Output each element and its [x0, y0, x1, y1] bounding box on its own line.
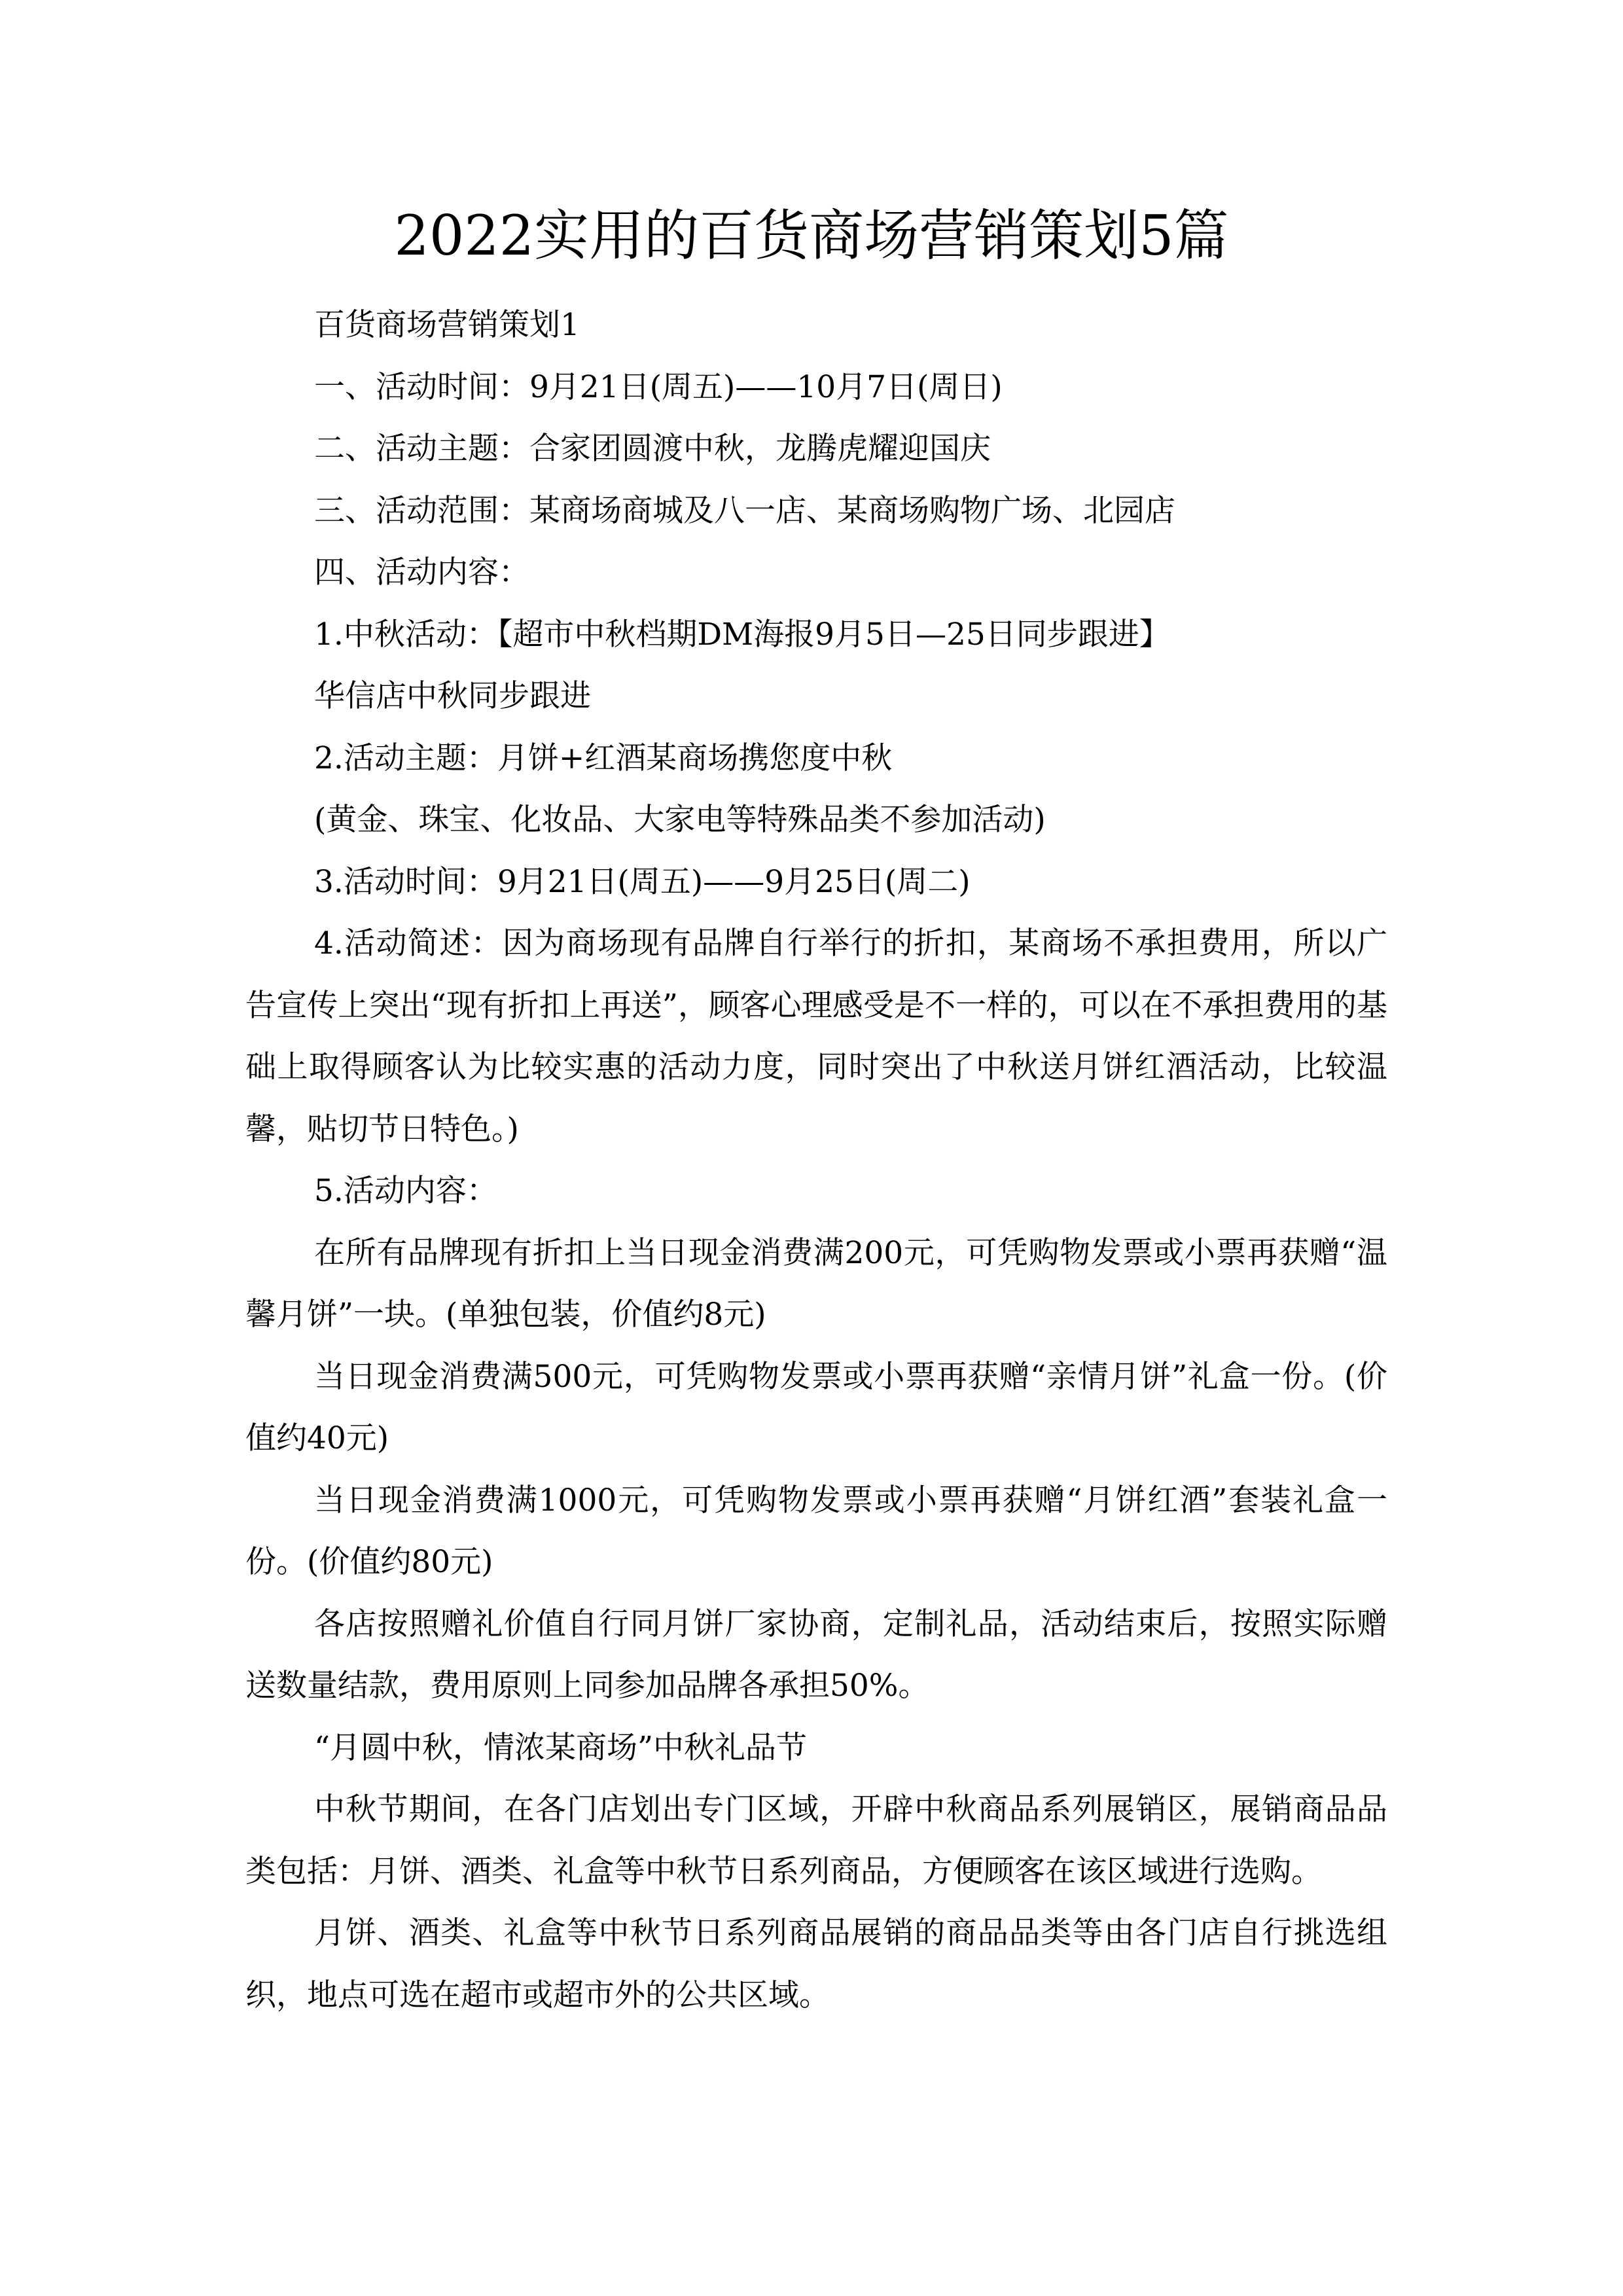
- sub-activity-time: 3.活动时间：9月21日(周五)——9月25日(周二): [314, 863, 971, 900]
- sub-activity-content-heading: 5.活动内容：: [314, 1173, 497, 1209]
- gift-festival-heading: “月圆中秋，情浓某商场”中秋礼品节: [314, 1729, 808, 1766]
- mid-autumn-activity: 1.中秋活动：【超市中秋档期DM海报9月5日—25日同步跟进】: [314, 616, 1170, 653]
- tier-200-gift: 在所有品牌现有折扣上当日现金消费满200元，可凭购物发票或小票再获赠“温馨月饼”一块。(单独包装，价值约8元): [245, 1234, 1387, 1333]
- activity-theme: 二、活动主题：合家团圆渡中秋，龙腾虎耀迎国庆: [314, 431, 991, 467]
- document-body: [245, 295, 1387, 2026]
- huaxin-store-note: 华信店中秋同步跟进: [314, 678, 591, 714]
- activity-content-heading: 四、活动内容：: [314, 554, 529, 590]
- activity-time: 一、活动时间：9月21日(周五)——10月7日(周日): [314, 368, 1003, 405]
- tier-500-gift: 当日现金消费满500元，可凭购物发票或小票再获赠“亲情月饼”礼盒一份。(价值约40元): [245, 1358, 1387, 1456]
- section-heading: 百货商场营销策划1: [314, 307, 580, 343]
- exhibition-area-description: 中秋节期间，在各门店划出专门区域，开辟中秋商品系列展销区，展销商品品类包括：月饼、酒类、礼盒等中秋节日系列商品，方便顾客在该区域进行选购。: [245, 1791, 1387, 1890]
- cost-sharing-note: 各店按照赠礼价值自行同月饼厂家协商，定制礼品，活动结束后，按照实际赠送数量结款，费用原则上同参加品牌各承担50%。: [245, 1605, 1387, 1704]
- document-title: 2022实用的百货商场营销策划5篇: [394, 204, 1229, 268]
- excluded-categories: (黄金、珠宝、化妆品、大家电等特殊品类不参加活动): [314, 802, 1046, 838]
- activity-summary: 4.活动简述：因为商场现有品牌自行举行的折扣，某商场不承担费用，所以广告宣传上突出“现有折扣上再送”，顾客心理感受是不一样的，可以在不承担费用的基础上取得顾客认为比较实惠的活动力度，同时突出了中秋送月饼红酒活动，比较温馨，贴切节日特色。): [245, 925, 1387, 1147]
- tier-1000-gift: 当日现金消费满1000元，可凭购物发票或小票再获赠“月饼红酒”套装礼盒一份。(价值约80元): [245, 1482, 1387, 1580]
- exhibition-organization-note: 月饼、酒类、礼盒等中秋节日系列商品展销的商品品类等由各门店自行挑选组织，地点可选在超市或超市外的公共区域。: [245, 1915, 1387, 2013]
- sub-activity-theme: 2.活动主题：月饼+红酒某商场携您度中秋: [314, 740, 893, 776]
- activity-scope: 三、活动范围：某商场商城及八一店、某商场购物广场、北园店: [314, 492, 1175, 529]
